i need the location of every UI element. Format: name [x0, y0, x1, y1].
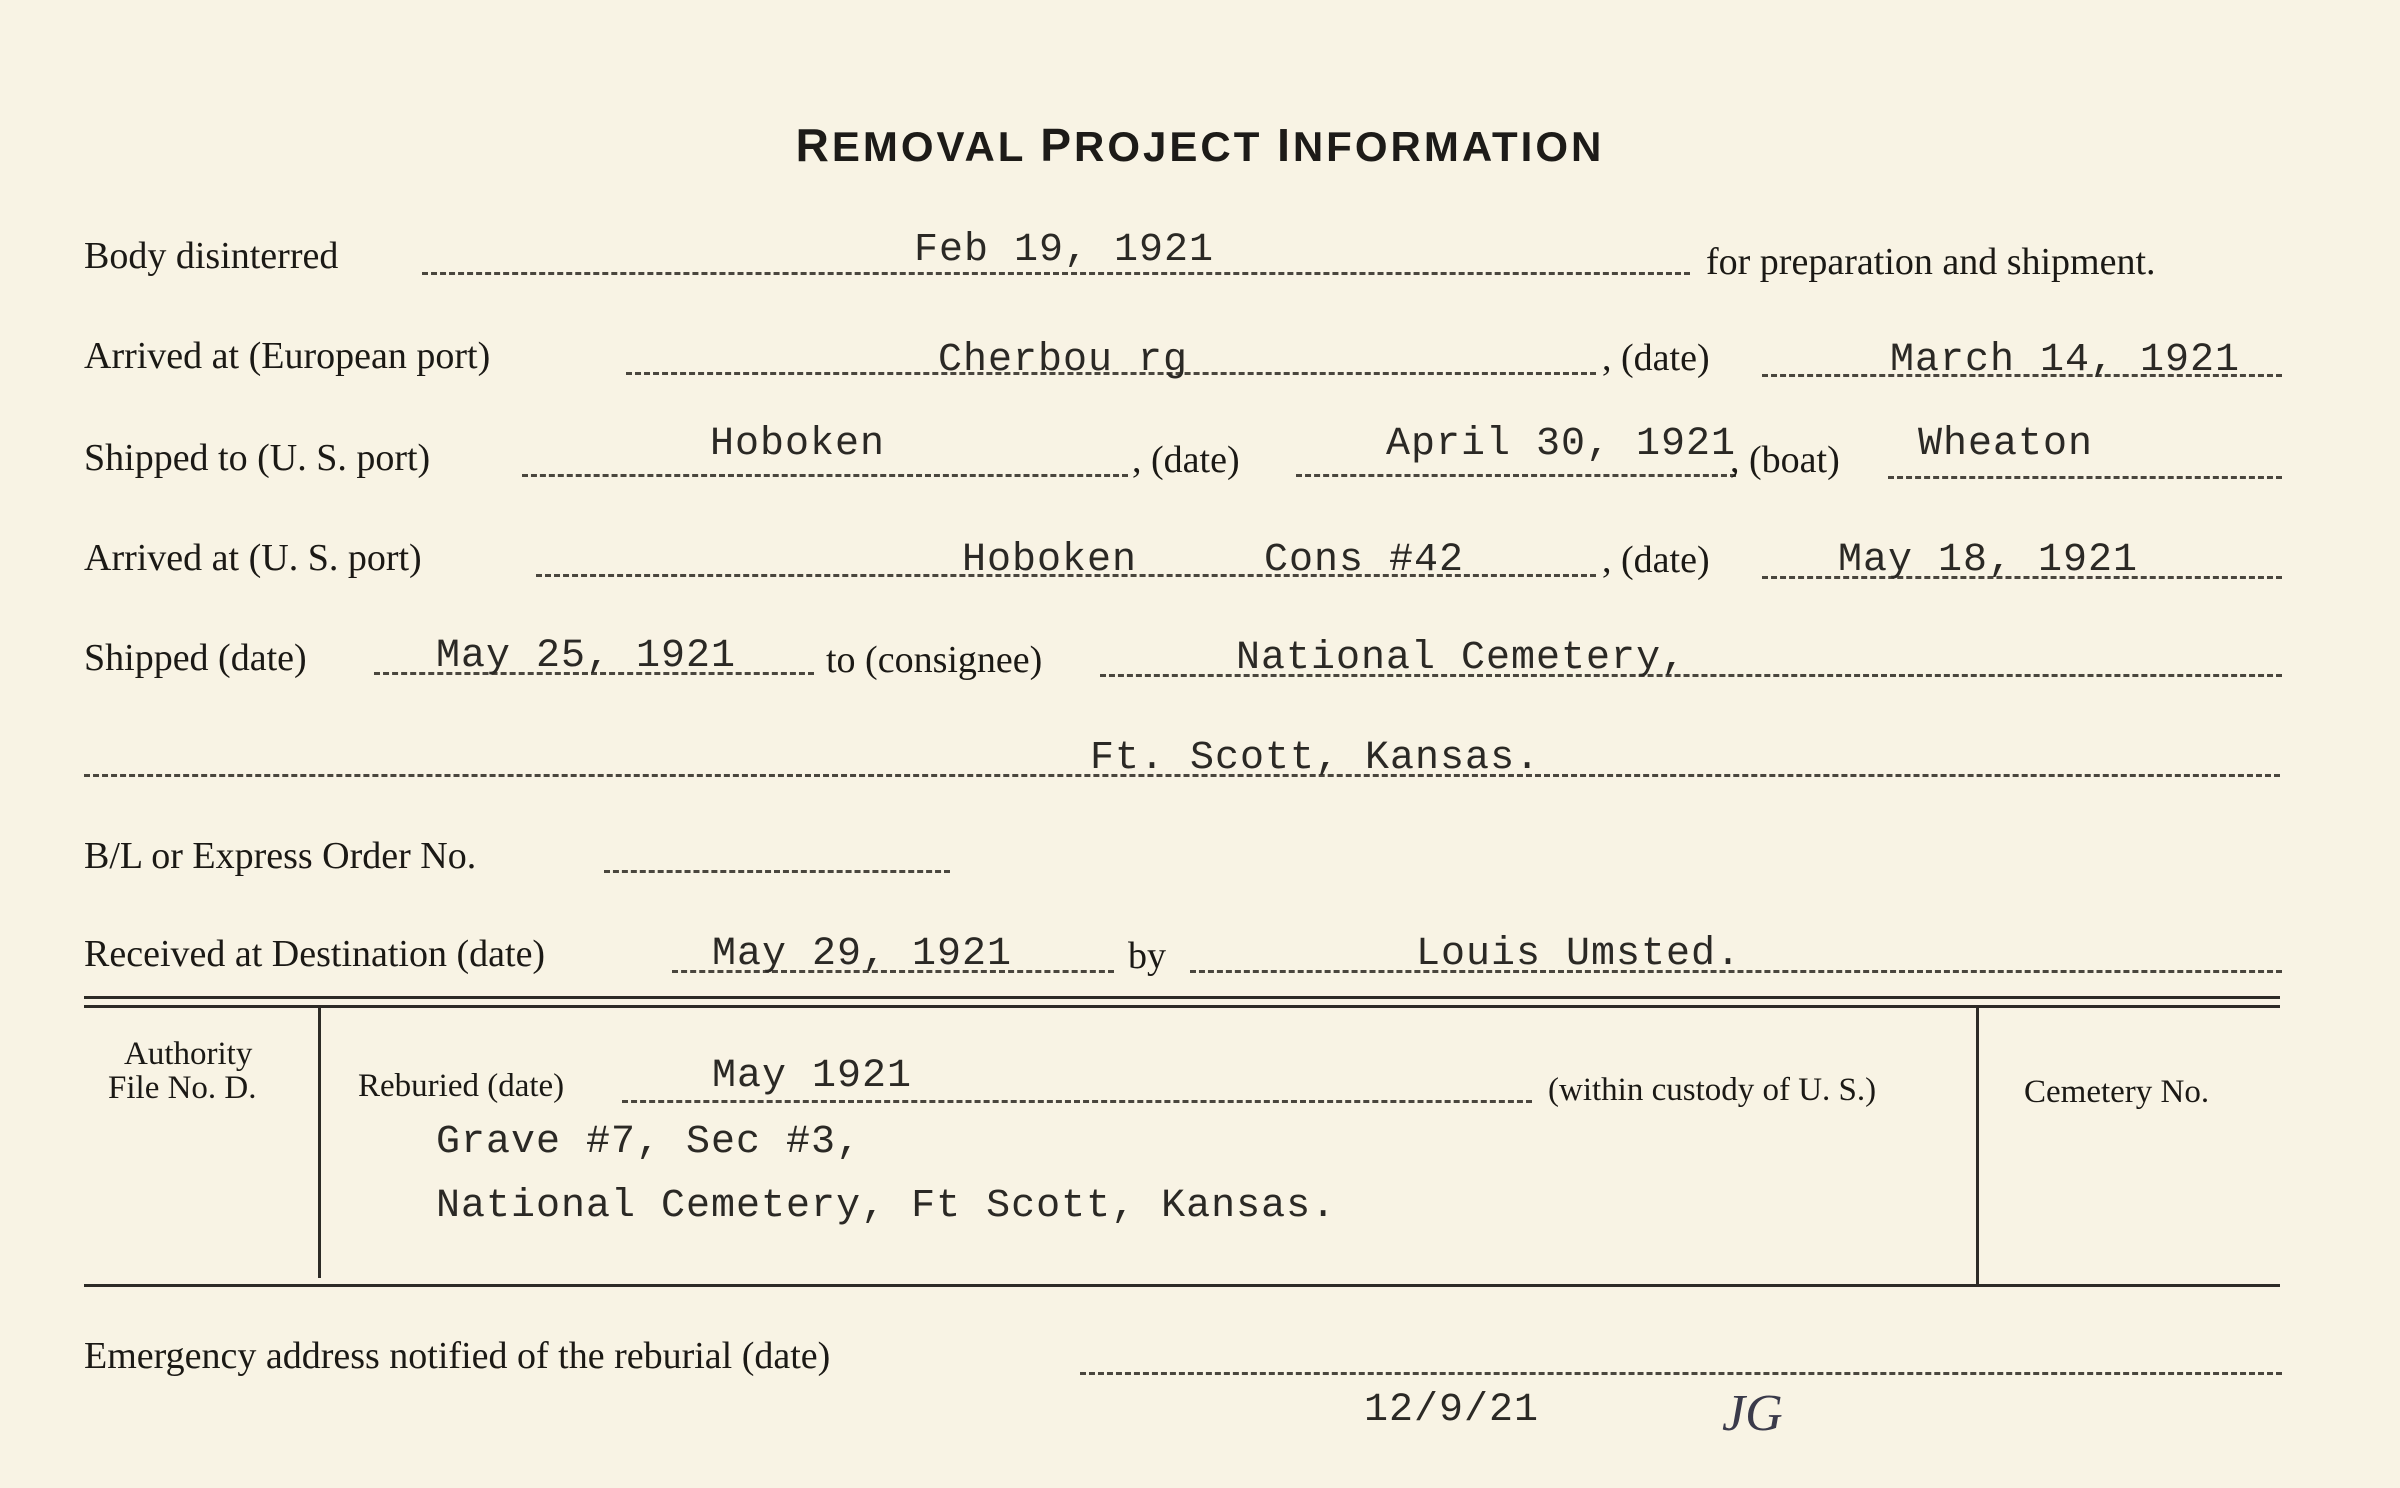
title-word-information: NFORMATION	[1292, 123, 1605, 170]
boat-value: Wheaton	[1918, 422, 2094, 467]
authority-label: Authority	[124, 1036, 253, 1072]
reburied-date-label: Reburied (date)	[358, 1068, 565, 1104]
arrived-us-date-label: , (date)	[1602, 539, 1710, 581]
arrived-european-date-value: March 14, 1921	[1890, 338, 2241, 383]
boat-line	[1888, 476, 2282, 479]
handwritten-initials: JG	[1722, 1385, 1783, 1442]
arrived-us-port-label: Arrived at (U. S. port)	[84, 537, 422, 579]
shipped-us-date-value: April 30, 1921	[1386, 422, 1737, 467]
shipment-suffix-label: for preparation and shipment.	[1706, 241, 2156, 283]
title-word-project: ROJECT	[1074, 123, 1278, 170]
shipped-us-port-label: Shipped to (U. S. port)	[84, 437, 431, 479]
emergency-address-label: Emergency address notified of the reburial (date)	[84, 1335, 831, 1377]
shipped-us-date-label: , (date)	[1132, 439, 1240, 481]
emergency-date-line	[1080, 1372, 2282, 1375]
bl-express-order-label: B/L or Express Order No.	[84, 835, 477, 877]
custody-note: (within custody of U. S.)	[1548, 1072, 1877, 1108]
shipped-us-date-line	[1296, 474, 1736, 477]
cemetery-no-label: Cemetery No.	[2024, 1074, 2210, 1110]
received-by-label: by	[1128, 935, 1166, 977]
title-initial-r: R	[795, 119, 832, 171]
title-initial-i: I	[1277, 119, 1293, 171]
reburied-date-value: May 1921	[712, 1054, 913, 1099]
arrived-us-port-value: Hoboken	[962, 538, 1138, 583]
box-top-rule-2	[84, 1005, 2280, 1008]
authority-file-label: File No. D.	[108, 1070, 257, 1106]
box-top-rule-1	[84, 996, 2280, 999]
arrived-european-port-label: Arrived at (European port)	[84, 335, 491, 377]
arrived-us-date-value: May 18, 1921	[1838, 538, 2139, 583]
shipped-us-port-value: Hoboken	[710, 422, 886, 467]
consignee-value: National Cemetery,	[1236, 636, 1687, 681]
consignee-location-value: Ft. Scott, Kansas.	[1090, 736, 1541, 781]
reburial-place-value: National Cemetery, Ft Scott, Kansas.	[436, 1184, 1337, 1229]
box-bottom-rule	[84, 1284, 2280, 1287]
consignee-label: to (consignee)	[826, 639, 1043, 681]
shipped-date-value: May 25, 1921	[436, 634, 737, 679]
page-title	[0, 118, 2400, 172]
grave-section-value: Grave #7, Sec #3,	[436, 1120, 862, 1165]
boat-label: , (boat)	[1730, 439, 1840, 481]
reburied-date-line	[622, 1100, 1532, 1103]
emergency-date-value: 12/9/21	[1364, 1388, 1540, 1433]
bl-express-order-line	[604, 870, 950, 873]
box-divider-right	[1976, 1008, 1979, 1284]
title-initial-p: P	[1040, 119, 1075, 171]
shipped-us-port-line	[522, 474, 1128, 477]
shipped-date-label: Shipped (date)	[84, 637, 307, 679]
arrived-european-date-label: , (date)	[1602, 337, 1710, 379]
received-by-value: Louis Umsted.	[1416, 932, 1742, 977]
received-destination-label: Received at Destination (date)	[84, 933, 546, 975]
body-disinterred-value: Feb 19, 1921	[914, 228, 1215, 273]
box-divider-left	[318, 1008, 321, 1278]
title-word-removal: EMOVAL	[831, 123, 1041, 170]
consignment-number-value: Cons #42	[1264, 538, 1465, 583]
body-disinterred-label: Body disinterred	[84, 235, 339, 277]
arrived-european-port-value: Cherbou rg	[938, 338, 1189, 383]
received-date-value: May 29, 1921	[712, 932, 1013, 977]
